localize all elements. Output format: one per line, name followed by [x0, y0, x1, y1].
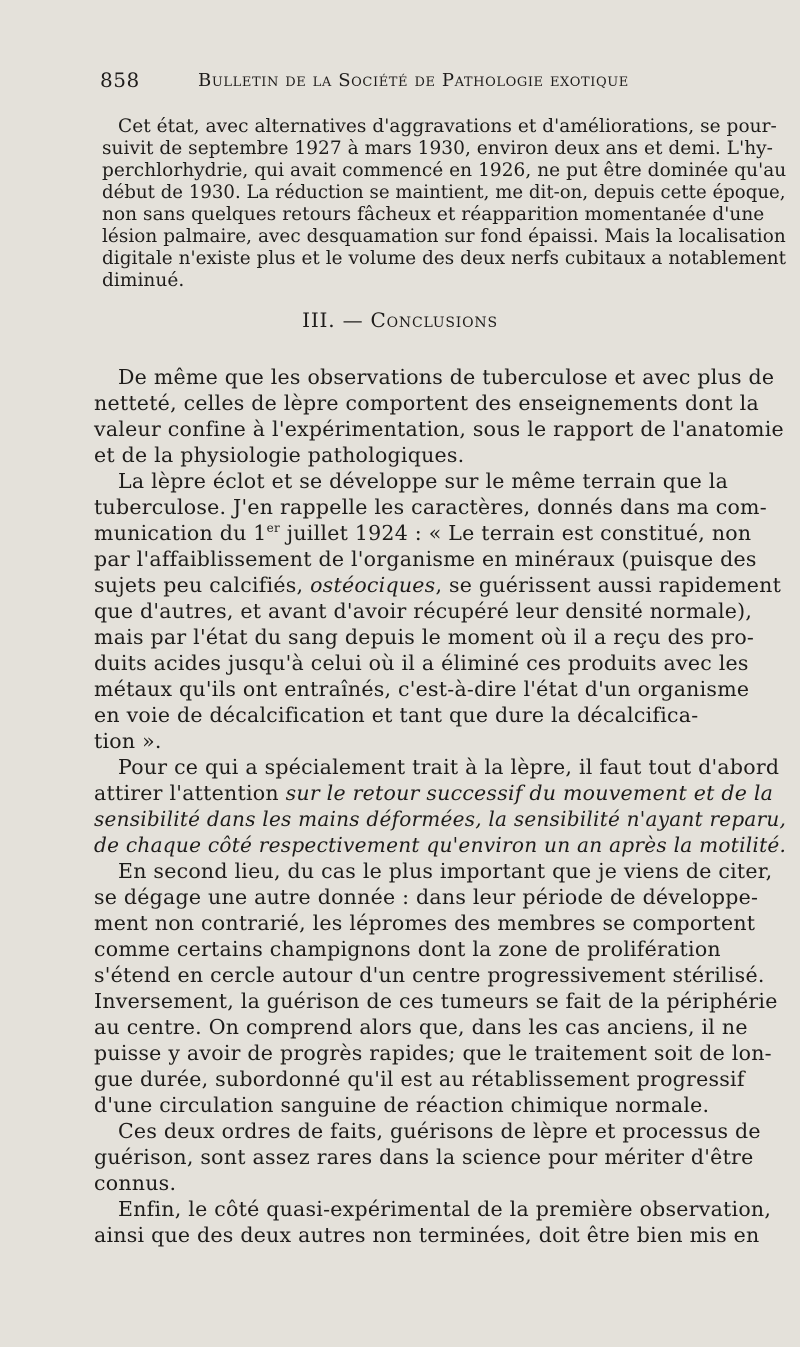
text-line: ainsi que des deux autres non terminées, doit être bien mis en	[94, 1223, 760, 1247]
text-run: munication du 1	[94, 521, 267, 545]
text-line: au centre. On comprend alors que, dans les cas anciens, il ne	[94, 1015, 748, 1039]
text-line: mais par l'état du sang depuis le moment où il a reçu des pro-	[94, 625, 755, 649]
text-line: Pour ce qui a spécialement trait à la lèpre, il faut tout d'abord	[118, 755, 780, 779]
text-line: s'étend en cercle autour d'un centre progressivement stérilisé.	[94, 963, 765, 987]
text-line: En second lieu, du cas le plus important que je viens de citer,	[118, 859, 773, 883]
text-line: ment non contrarié, les lépromes des membres se comportent	[94, 911, 756, 935]
text-line: connus.	[94, 1171, 177, 1195]
text-line	[94, 520, 751, 546]
text-line: que d'autres, et avant d'avoir récupéré leur densité normale),	[94, 599, 753, 623]
text-line	[94, 572, 781, 598]
text-line: digitale n'existe plus et le volume des deux nerfs cubitaux a notablement	[102, 248, 787, 269]
text-line: Ces deux ordres de faits, guérisons de lèpre et processus de	[118, 1119, 761, 1143]
page-number: 858	[100, 68, 140, 92]
text-line: tion ».	[94, 729, 162, 753]
section-heading	[0, 308, 800, 332]
text-line: d'une circulation sanguine de réaction chimique normale.	[94, 1093, 710, 1117]
text-line: lésion palmaire, avec desquamation sur fond épaissi. Mais la localisation	[102, 226, 786, 247]
text-line: Enfin, le côté quasi-expérimental de la première observation,	[118, 1197, 772, 1221]
text-line: puisse y avoir de progrès rapides; que le traitement soit de lon-	[94, 1041, 772, 1065]
text-line: Cet état, avec alternatives d'aggravations et d'améliorations, se pour-	[118, 116, 777, 137]
text-line: diminué.	[102, 270, 185, 291]
text-line: en voie de décalcification et tant que dure la décalcifica-	[94, 703, 699, 727]
text-line: guérison, sont assez rares dans la science pour mériter d'être	[94, 1145, 754, 1169]
text-line: valeur confine à l'expérimentation, sous le rapport de l'anatomie	[94, 417, 784, 441]
italic-run: sur le retour successif du mouvement et de la	[285, 781, 774, 805]
page-header	[100, 62, 740, 90]
section-title: Conclusions	[370, 308, 498, 332]
text-line: et de la physiologie pathologiques.	[94, 443, 465, 467]
text-line: perchlorhydrie, qui avait commencé en 1926, ne put être dominée qu'au	[102, 160, 787, 181]
text-line: début de 1930. La réduction se maintient, me dit-on, depuis cette époque,	[102, 182, 786, 203]
text-run: sujets peu calcifiés,	[94, 573, 311, 597]
text-run: , se guérissent aussi rapidement	[435, 573, 782, 597]
text-run: juillet 1924 : « Le terrain est constitué, non	[279, 521, 752, 545]
text-line: se dégage une autre donnée : dans leur période de développe-	[94, 885, 759, 909]
text-line: La lèpre éclot et se développe sur le même terrain que la	[118, 469, 729, 493]
text-line: métaux qu'ils ont entraînés, c'est-à-dire l'état d'un organisme	[94, 677, 750, 701]
text-line: Inversement, la guérison de ces tumeurs se fait de la périphérie	[94, 989, 778, 1013]
text-line: gue durée, subordonné qu'il est au rétablissement progressif	[94, 1067, 745, 1091]
text-run: attirer l'attention	[94, 781, 286, 805]
superscript: er	[266, 521, 280, 536]
running-title: Bulletin de la Société de Pathologie exotique	[198, 70, 629, 91]
text-line: comme certains champignons dont la zone de prolifération	[94, 937, 721, 961]
text-line: par l'affaiblissement de l'organisme en minéraux (puisque des	[94, 547, 757, 571]
text-line	[94, 780, 773, 806]
text-line: non sans quelques retours fâcheux et réapparition momentanée d'une	[102, 204, 765, 225]
text-line: De même que les observations de tuberculose et avec plus de	[118, 365, 775, 389]
italic-term: ostéociques	[310, 573, 436, 597]
text-line: de chaque côté respectivement qu'environ un an après la motilité.	[94, 833, 787, 857]
text-line: suivit de septembre 1927 à mars 1930, environ deux ans et demi. L'hy-	[102, 138, 773, 159]
text-line: duits acides jusqu'à celui où il a éliminé ces produits avec les	[94, 651, 749, 675]
text-line: netteté, celles de lèpre comportent des enseignements dont la	[94, 391, 759, 415]
text-line: sensibilité dans les mains déformées, la sensibilité n'ayant reparu,	[94, 807, 787, 831]
text-line: tuberculose. J'en rappelle les caractères, donnés dans ma com-	[94, 495, 767, 519]
section-numeral: III. —	[302, 308, 371, 332]
